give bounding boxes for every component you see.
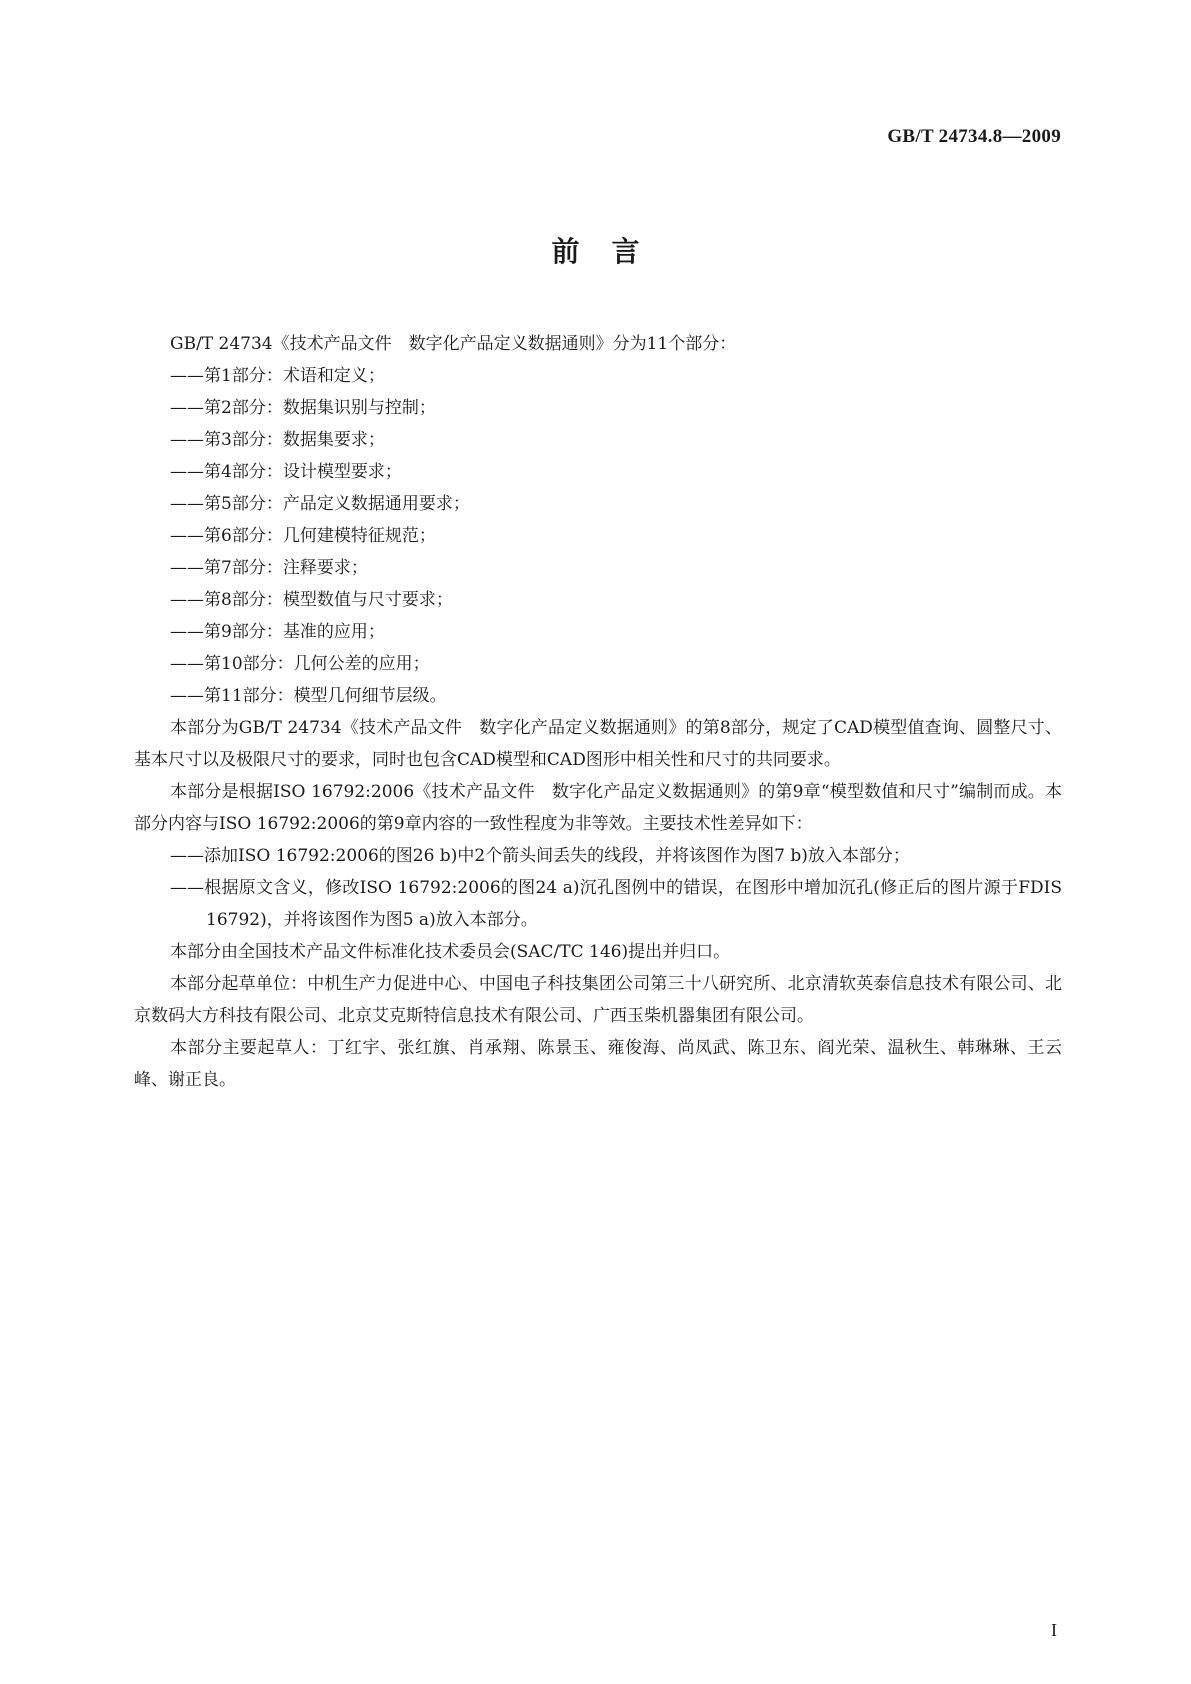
part-list-item: ——第9部分：基准的应用； [170,622,385,642]
part-list-item: ——第2部分：数据集识别与控制； [170,398,436,418]
part-list-item: ——第11部分：模型几何细节层级。 [170,686,447,706]
proposed-by-paragraph: 本部分由全国技术产品文件标准化技术委员会(SAC/TC 146)提出并归口。 [170,942,731,962]
page-title: 前言 [551,235,672,268]
difference-list-item: ——添加ISO 16792:2006的图26 b)中2个箭头间丢失的线段，并将该图作为图7 b)放入本部分； [170,846,910,866]
drafters-paragraph: 本部分主要起草人：丁红宇、张红旗、肖承翔、陈景玉、雍俊海、尚凤武、陈卫东、阎光荣、温秋生、韩琳琳、王云峰、谢正良。 [134,1038,1062,1090]
part-list-item: ——第3部分：数据集要求； [170,430,385,450]
difference-list-item: ——根据原文含义，修改ISO 16792:2006的图24 a)沉孔图例中的错误，在图形中增加沉孔(修正后的图片源于FDIS 16792)，并将该图作为图5 a)放入本部分。 [170,878,1062,930]
basis-paragraph: 本部分是根据ISO 16792:2006《技术产品文件 数字化产品定义数据通则》的第9章“模型数值和尺寸”编制而成。本部分内容与ISO 16792:2006的第9章内容的一致性程度为非等效。主要技术性差异如下： [134,782,1062,834]
part-list-item: ——第1部分：术语和定义； [170,366,385,386]
page-number: I [1051,1620,1057,1640]
document-body [134,328,1062,1096]
part-list-item: ——第4部分：设计模型要求； [170,462,402,482]
part-list-item: ——第8部分：模型数值与尺寸要求； [170,590,453,610]
intro-paragraph: GB/T 24734《技术产品文件 数字化产品定义数据通则》分为11个部分： [170,334,737,354]
document-code: GB/T 24734.8—2009 [887,126,1061,147]
part-list-item: ——第7部分：注释要求； [170,558,368,578]
part-list-item: ——第5部分：产品定义数据通用要求； [170,494,470,514]
part-list-item: ——第10部分：几何公差的应用； [170,654,430,674]
part-list-item: ——第6部分：几何建模特征规范； [170,526,436,546]
scope-paragraph: 本部分为GB/T 24734《技术产品文件 数字化产品定义数据通则》的第8部分，规定了CAD模型值查询、圆整尺寸、基本尺寸以及极限尺寸的要求，同时也包含CAD模型和CAD图形中相关性和尺寸的共同要求。 [134,718,1062,770]
drafting-units-paragraph: 本部分起草单位：中机生产力促进中心、中国电子科技集团公司第三十八研究所、北京清软英泰信息技术有限公司、北京数码大方科技有限公司、北京艾克斯特信息技术有限公司、广西玉柴机器集团有限公司。 [134,974,1062,1026]
